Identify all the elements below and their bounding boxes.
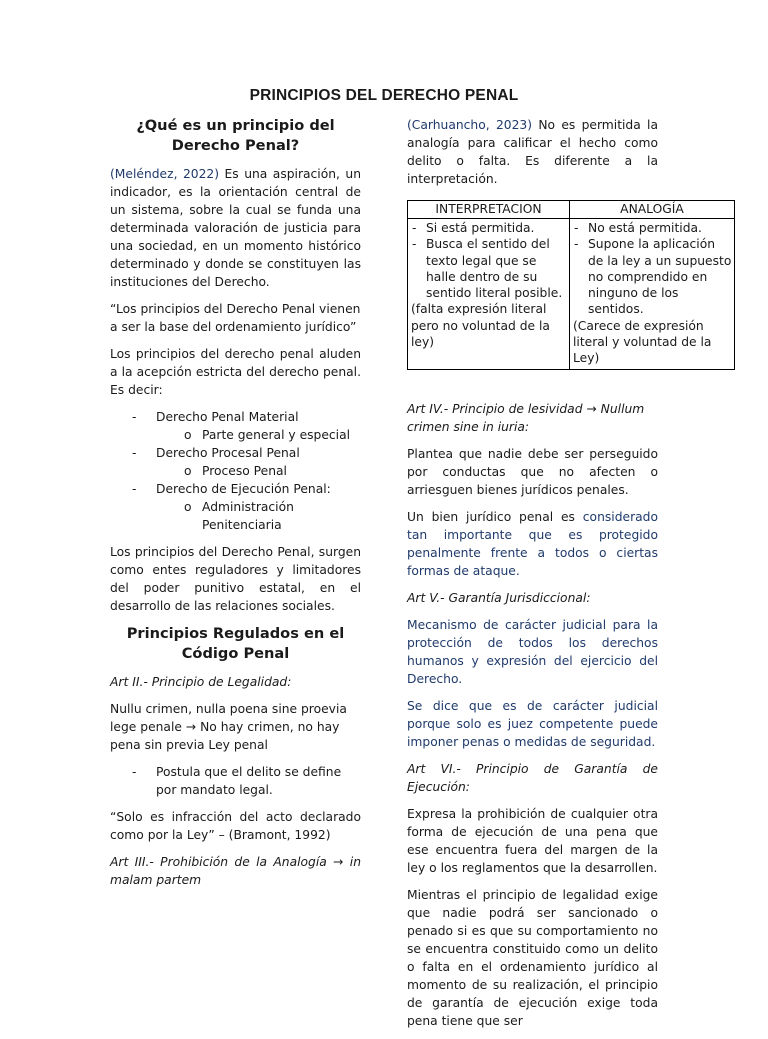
art2-list (110, 763, 361, 799)
list-item: - Busca el sentido del texto legal que se halle dentro de su sentido literal posible. (412, 237, 563, 301)
art6-title: Art VI.- Principio de Garantía de Ejecución: (407, 761, 658, 794)
art4-paragraph-1: Plantea que nadie debe ser perseguido por conductas que no afecten o arriesguen bienes jurídicos penales. (407, 446, 658, 497)
heading-what-is-principle: ¿Qué es un principio del Derecho Penal? (136, 117, 335, 154)
list-item: - Derecho de Ejecución Penal: o Administración Penitenciaria (110, 480, 361, 534)
list-item: - Derecho Penal Material o Parte general y especial (110, 408, 361, 444)
art2-quote: “Solo es infracción del acto declarado como por la Ley” – (Bramont, 1992) (110, 810, 361, 842)
list-item: - No está permitida. (574, 221, 702, 235)
citation-carhuancho: (Carhuancho, 2023) (407, 118, 533, 132)
sub-list-item: o Proceso Penal (184, 464, 287, 478)
table-header-interpretacion: INTERPRETACION (408, 201, 570, 219)
sub-list-item: o Administración Penitenciaria (184, 500, 294, 532)
art5-paragraph-2: Se dice que es de carácter judicial porque solo es juez competente puede imponer penas o medidas de seguridad. (407, 698, 658, 749)
table-header-analogia: ANALOGÍA (570, 201, 735, 219)
quote-principles: “Los principios del Derecho Penal vienen a ser la base del ordenamiento jurídico” (110, 302, 361, 334)
list-item: - Si está permitida. (412, 221, 535, 235)
scope-paragraph: Los principios del derecho penal aluden a la acepción estricta del derecho penal. Es decir: (110, 347, 361, 397)
art6-paragraph-1: Expresa la prohibición de cualquier otra forma de ejecución de una pena que ese encuentra fuera del margen de la ley o los reglamentos que la desarrollen. (407, 806, 658, 875)
list-item: - Supone la aplicación de la ley a un supuesto no comprendido en ninguno de los sentidos. (574, 237, 732, 317)
art2-maxim: Nullu crimen, nulla poena sine proevia lege penale → No hay crimen, no hay pena sin previa Ley penal (110, 702, 347, 752)
table-note: (Carece de expresión literal y voluntad de la Ley) (573, 318, 712, 366)
art3-title: Art III.- Prohibición de la Analogía → in malam partem (110, 855, 362, 887)
page-title: PRINCIPIOS DEL DERECHO PENAL (249, 87, 519, 104)
law-branches-list (110, 408, 361, 534)
table-note: (falta expresión literal pero no voluntad de la ley) (411, 302, 550, 350)
art4-paragraph-2: Un bien jurídico penal es considerado tan importante que es protegido penalmente frente a todos o ciertas formas de ataque. (407, 509, 658, 578)
right-column (407, 116, 732, 1039)
art6-paragraph-2: Mientras el principio de legalidad exige que nadie podrá ser sancionado o penado si es que su comportamiento no se encuentra constituido como un delito o falta en el ordenamiento jurídico al momento de su realización, el principio de garantía de ejecución exige toda pena tiene que ser (407, 887, 658, 1028)
art2-title: Art II.- Principio de Legalidad: (110, 675, 292, 689)
heading-regulated-principles: Principios Regulados en el Código Penal (126, 625, 345, 662)
table-cell-interpretacion (408, 219, 570, 370)
art5-title: Art V.- Garantía Jurisdiccional: (407, 590, 591, 605)
list-item: - Derecho Procesal Penal o Proceso Penal (110, 444, 361, 480)
sub-list-item: o Parte general y especial (184, 428, 351, 442)
arrow-right-icon: → (185, 720, 197, 734)
table-cell-analogia (570, 219, 735, 370)
art5-paragraph-1: Mecanismo de carácter judicial para la protección de todos los derechos humanos y expresión del ejercicio del Derecho. (407, 617, 658, 686)
analogy-paragraph: (Carhuancho, 2023) No es permitida la analogía para calificar el hecho como delito o falta. Es diferente a la interpretación. (407, 118, 659, 186)
definition-paragraph: (Meléndez, 2022) Es una aspiración, un indicador, es la orientación central de un sistema, sobre la cual se funda una determinada valoración de justicia para una sociedad, en un momento histórico determinado y donde se constituyen las instituciones del Derecho. (110, 167, 362, 289)
comparison-table (407, 200, 735, 370)
arrow-right-icon: → (586, 401, 597, 416)
citation-melendez: (Meléndez, 2022) (110, 167, 220, 181)
art4-title: Art IV.- Principio de lesividad → Nullum crimen sine in iuria: (407, 401, 645, 434)
regulators-paragraph: Los principios del Derecho Penal, surgen como entes reguladores y limitadores del poder punitivo estatal, en el desarrollo de las relaciones sociales. (110, 545, 361, 613)
list-item: - Postula que el delito se define por mandato legal. (132, 765, 342, 797)
left-column (110, 116, 361, 898)
arrow-right-icon: → (333, 855, 344, 869)
